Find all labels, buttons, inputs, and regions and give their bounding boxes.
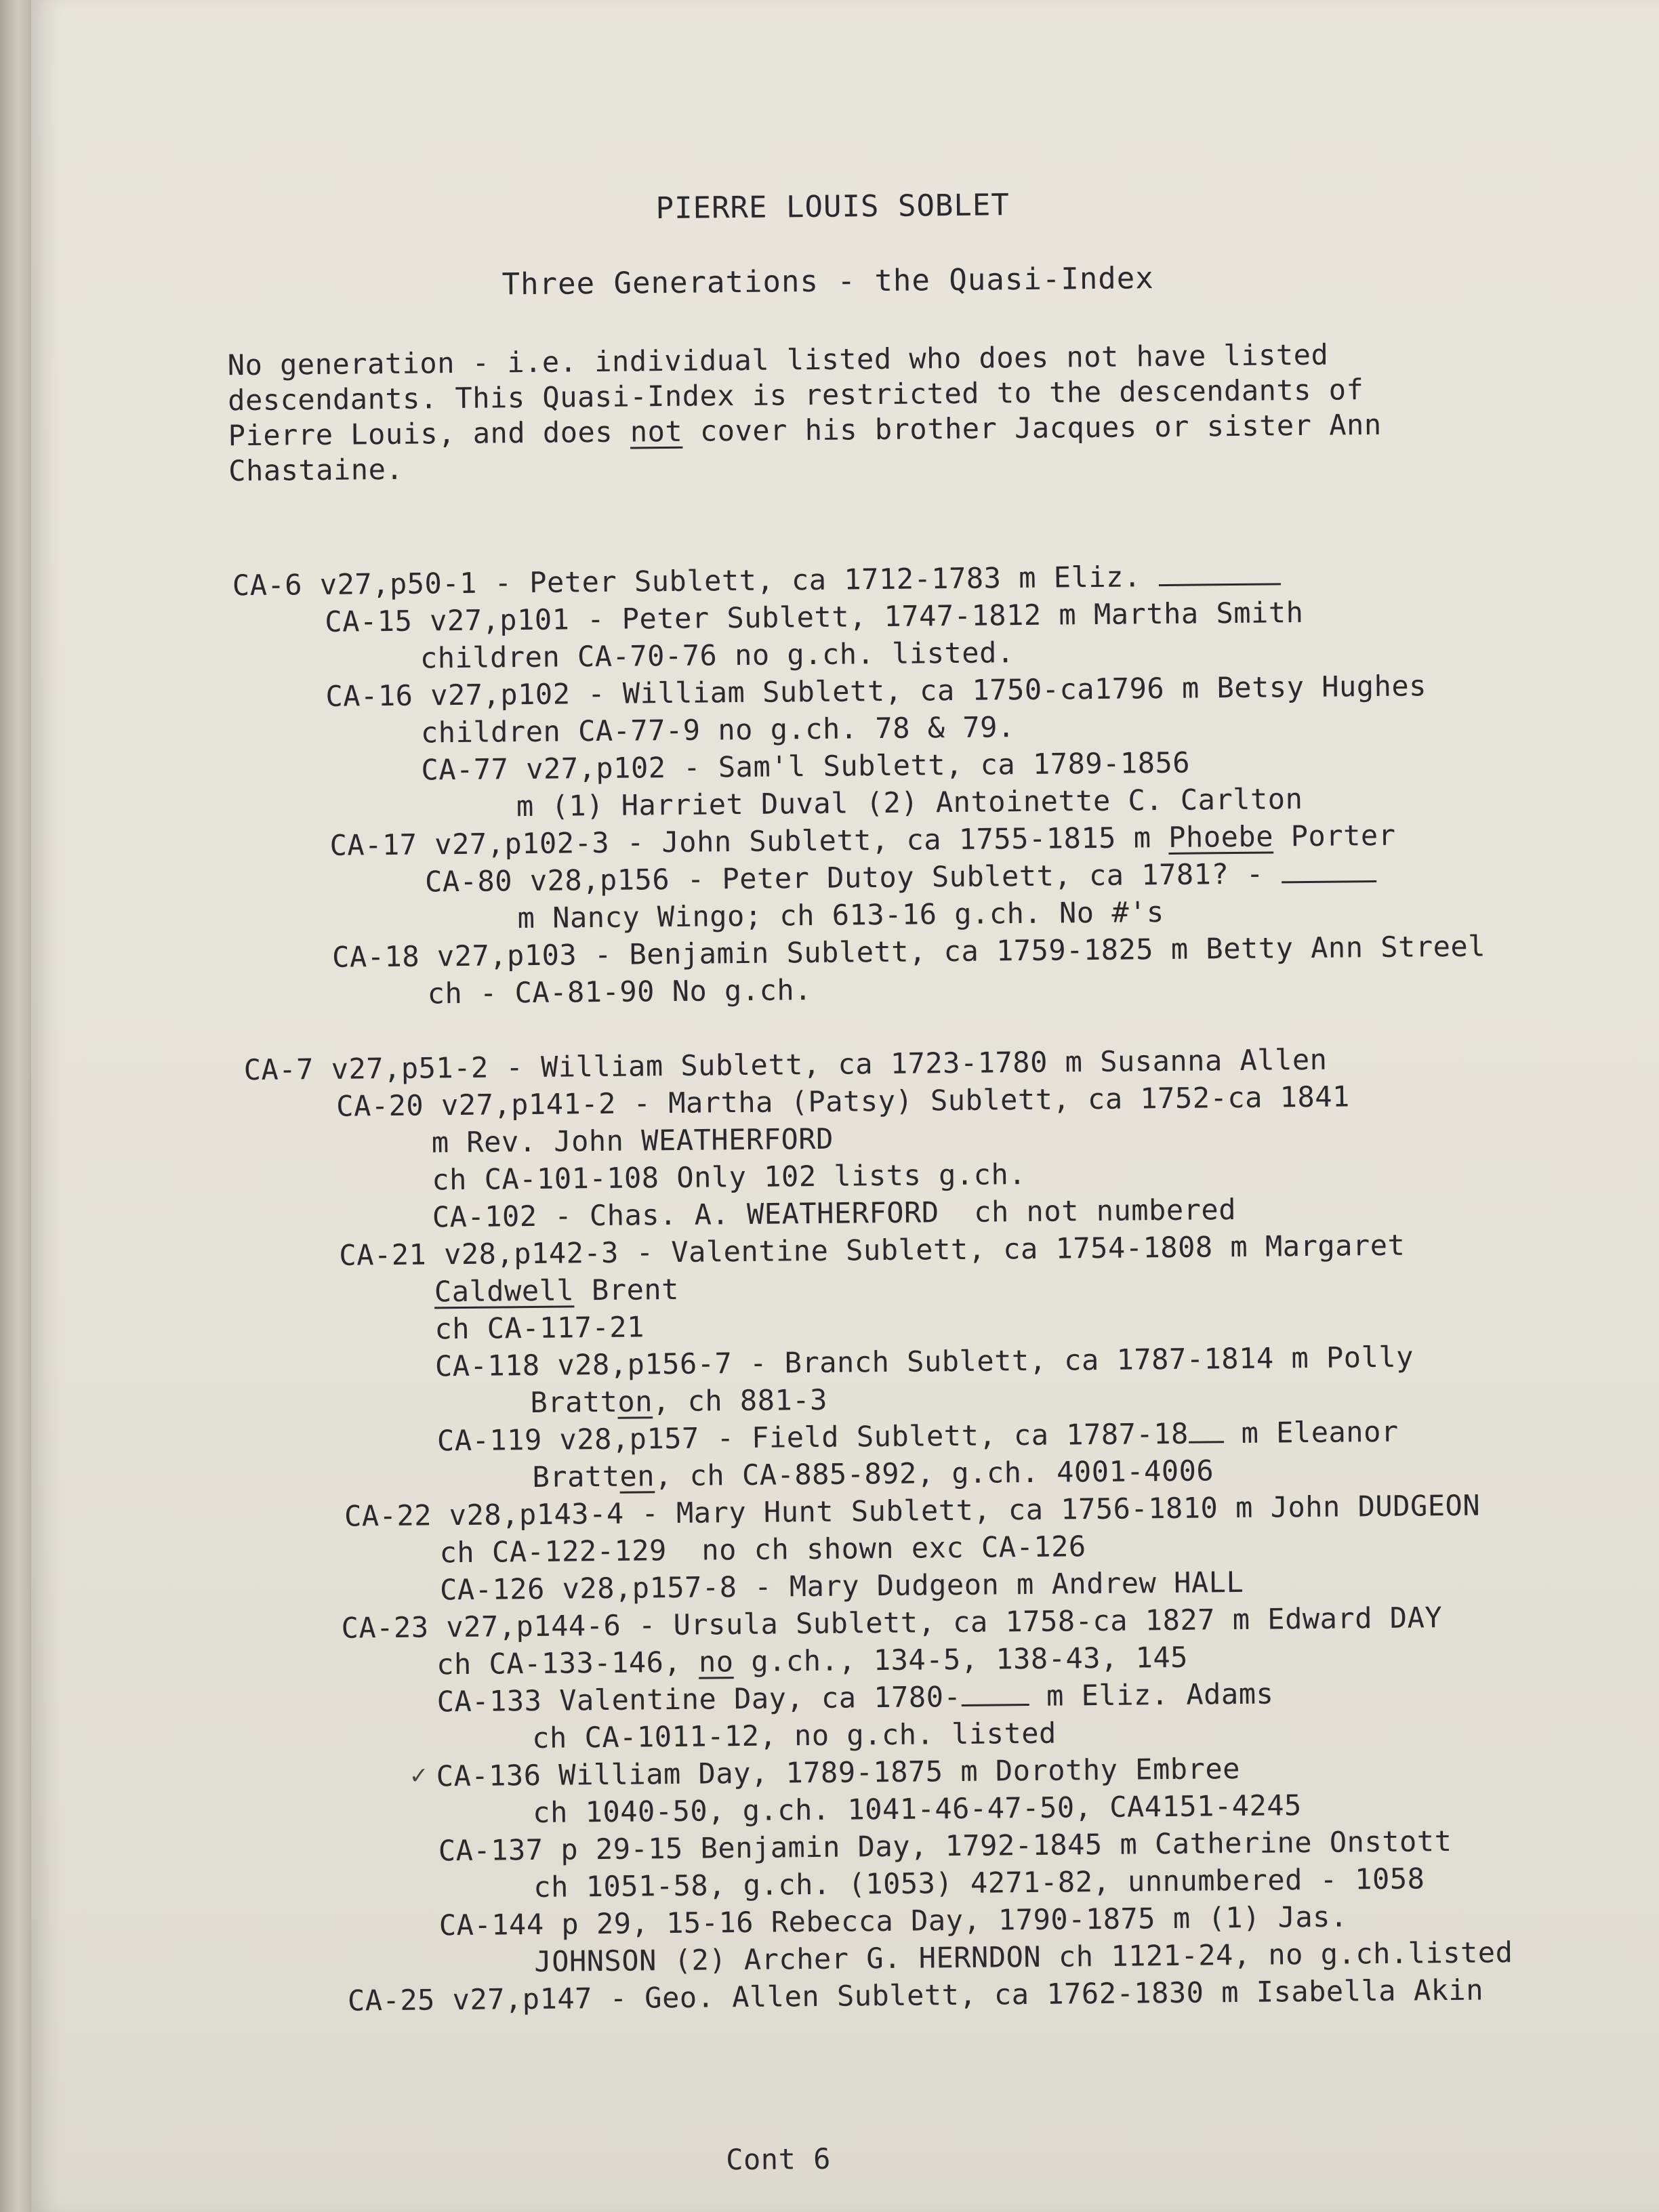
entry-ca15: CA-15 v27,p101 - Peter Sublett, 1747-1812 m Martha Smith (325, 596, 1304, 638)
entry-ca118-spouse: Bratton, ch 881-3 (530, 1382, 828, 1420)
entry-ca21-children: ch CA-117-21 (434, 1310, 645, 1346)
entry-ca80-marriage: m Nancy Wingo; ch 613-16 g.ch. No #'s (517, 895, 1164, 935)
page-title: PIERRE LOUIS SOBLET (655, 188, 1010, 226)
entry-ca119: CA-119 v28,p157 - Field Sublett, ca 1787-18 m Eleanor (436, 1414, 1399, 1458)
intro-line-1: No generation - i.e. individual listed who does not have listed (227, 337, 1329, 382)
page-subtitle: Three Generations - the Quasi-Index (501, 261, 1155, 302)
entry-ca16: CA-16 v27,p102 - William Sublett, ca 1750-ca1796 m Betsy Hughes (325, 669, 1427, 713)
blank-line (1281, 857, 1376, 883)
entry-ca119-spouse: Bratten, ch CA-885-892, g.ch. 4001-4006 (532, 1454, 1214, 1494)
entry-ca16-children: children CA-77-9 no g.ch. 78 & 79. (420, 710, 1015, 750)
entry-ca21-spouse: Caldwell Brent (434, 1272, 680, 1309)
blank-line (1189, 1418, 1224, 1443)
entry-ca7: CA-7 v27,p51-2 - William Sublett, ca 1723-1780 m Susanna Allen (243, 1042, 1328, 1087)
entry-ca6: CA-6 v27,p50-1 - Peter Sublett, ca 1712-1783 m Eliz. (232, 558, 1281, 603)
entry-ca21: CA-21 v28,p142-3 - Valentine Sublett, ca 1754-1808 m Margaret (339, 1228, 1406, 1272)
entry-ca20: CA-20 v27,p141-2 - Martha (Patsy) Sublett, ca 1752-ca 1841 (336, 1080, 1351, 1123)
check-mark-icon: ✓ (409, 1762, 429, 1790)
entry-ca18: CA-18 v27,p103 - Benjamin Sublett, ca 1759-1825 m Betty Ann Streel (331, 929, 1486, 974)
entry-ca133-children: ch CA-1011-12, no g.ch. listed (532, 1716, 1057, 1755)
underlined-caldwell: Caldwell (434, 1273, 575, 1309)
intro-line-2: descendants. This Quasi-Index is restricted to the descendants of (228, 373, 1364, 417)
entry-ca144: CA-144 p 29, 15-16 Rebecca Day, 1790-1875 m (1) Jas. (438, 1900, 1348, 1942)
entry-ca137: CA-137 p 29-15 Benjamin Day, 1792-1845 m Catherine Onstott (438, 1824, 1452, 1868)
entry-ca137-children: ch 1051-58, g.ch. (1053) 4271-82, unnumbered - 1058 (533, 1862, 1425, 1904)
entry-ca22: CA-22 v28,p143-4 - Mary Hunt Sublett, ca 1756-1810 m John DUDGEON (344, 1488, 1481, 1533)
entry-ca23: CA-23 v27,p144-6 - Ursula Sublett, ca 1758-ca 1827 m Edward DAY (341, 1601, 1443, 1645)
intro-line-4: Chastaine. (228, 452, 404, 488)
entry-ca77: CA-77 v27,p102 - Sam'l Sublett, ca 1789-1856 (421, 745, 1191, 787)
page-footer: Cont 6 (725, 2142, 832, 2177)
entry-ca20-children: ch CA-101-108 Only 102 lists g.ch. (432, 1157, 1027, 1197)
underlined-phoebe: Phoebe (1168, 819, 1274, 854)
underlined-no: no (698, 1645, 734, 1679)
entry-ca17: CA-17 v27,p102-3 - John Sublett, ca 1755-1815 m Phoebe Porter (329, 818, 1396, 862)
intro-line-3: Pierre Louis, and does not cover his brother Jacques or sister Ann (228, 407, 1382, 453)
entry-ca25: CA-25 v27,p147 - Geo. Allen Sublett, ca 1762-1830 m Isabella Akin (347, 1973, 1484, 2018)
entry-ca18-children: ch - CA-81-90 No g.ch. (427, 973, 813, 1010)
entry-ca102: CA-102 - Chas. A. WEATHERFORD ch not numbered (432, 1193, 1237, 1234)
entry-ca80: CA-80 v28,p156 - Peter Dutoy Sublett, ca 1781? - (425, 855, 1376, 899)
underlined-not: not (630, 414, 683, 449)
entry-ca126: CA-126 v28,p157-8 - Mary Dudgeon m Andrew HALL (439, 1565, 1244, 1607)
entry-ca133: CA-133 Valentine Day, ca 1780- m Eliz. Adams (436, 1677, 1274, 1719)
blank-line (961, 1681, 1029, 1706)
entry-ca15-children: children CA-70-76 no g.ch. listed. (419, 636, 1015, 675)
entry-ca23-children: ch CA-133-146, no g.ch., 134-5, 138-43, 145 (436, 1640, 1189, 1681)
entry-ca144-marriage: JOHNSON (2) Archer G. HERNDON ch 1121-24, no g.ch.listed (534, 1936, 1513, 1979)
blank-line (1158, 560, 1280, 586)
entry-ca136-children: ch 1040-50, g.ch. 1041-46-47-50, CA4151-4245 (533, 1788, 1303, 1830)
entry-ca77-marriage: m (1) Harriet Duval (2) Antoinette C. Carlton (516, 782, 1303, 823)
entry-ca20-marriage: m Rev. John WEATHERFORD (431, 1122, 834, 1160)
entry-ca118: CA-118 v28,p156-7 - Branch Sublett, ca 1787-1814 m Polly (434, 1340, 1414, 1383)
entry-ca22-children: ch CA-122-129 no ch shown exc CA-126 (439, 1530, 1086, 1570)
entry-ca136: CA-136 William Day, 1789-1875 m Dorothy Embree (436, 1752, 1241, 1793)
